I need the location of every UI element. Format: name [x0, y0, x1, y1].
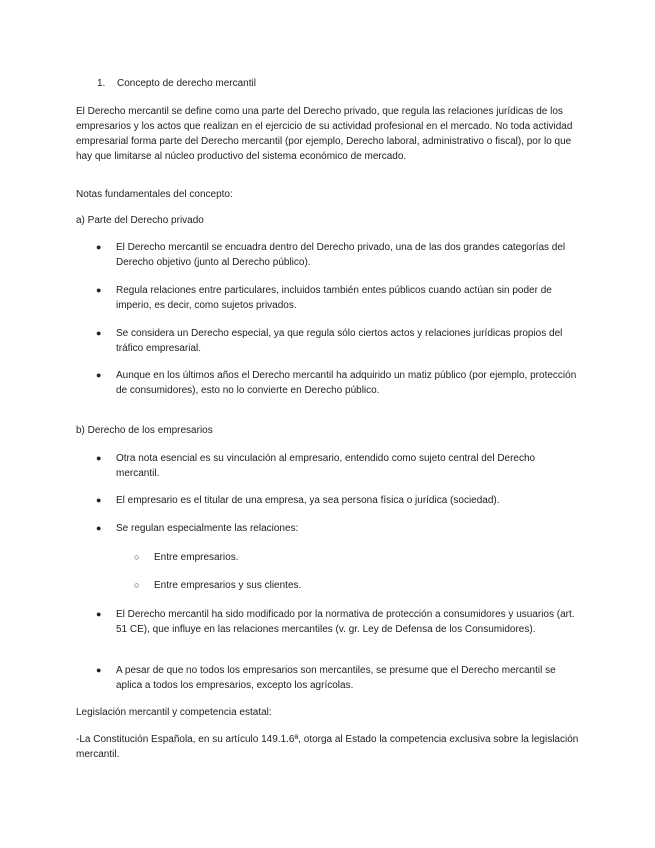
sub-list-item-text: Entre empresarios y sus clientes. — [154, 580, 302, 591]
hollow-bullet-icon: ○ — [134, 552, 140, 562]
bullet-icon: ● — [96, 609, 102, 619]
section-b-title: b) Derecho de los empresarios — [76, 425, 213, 436]
intro-paragraph: El Derecho mercantil se define como una parte del Derecho privado, que regula las relaciones jurídicas de los empresarios y los actos que realizan en el ejercicio de su actividad profesional en el mercado. No toda actividad empresarial forma parte del Derecho mercantil (por ejemplo, Derecho laboral, administrativo o fiscal), por lo que hay que limitarse al núcleo productivo del sistema económico de mercado. — [76, 106, 573, 162]
bullet-icon: ● — [96, 285, 102, 295]
bullet-icon: ● — [96, 328, 102, 338]
heading-number: 1. — [97, 78, 106, 89]
list-item-text: Se regulan especialmente las relaciones: — [116, 523, 299, 534]
list-item — [96, 326, 581, 356]
list-item — [96, 368, 581, 398]
section-heading — [97, 76, 256, 91]
legislacion-title: Legislación mercantil y competencia estatal: — [76, 707, 272, 718]
list-item — [96, 283, 581, 313]
list-item-text: Se considera un Derecho especial, ya que regula sólo ciertos actos y relaciones jurídicas propios del tráfico empresarial. — [116, 328, 563, 354]
section-a-title: a) Parte del Derecho privado — [76, 215, 204, 226]
sub-list-item-text: Entre empresarios. — [154, 552, 239, 563]
list-item — [96, 607, 581, 637]
bullet-icon: ● — [96, 242, 102, 252]
list-item — [96, 663, 581, 693]
list-item-text: Regula relaciones entre particulares, incluidos también entes públicos cuando actúan sin poder de imperio, es decir, como sujetos privados. — [116, 285, 552, 311]
list-item-text: El Derecho mercantil ha sido modificado por la normativa de protección a consumidores y usuarios (art. 51 CE), que influye en las relaciones mercantiles (v. gr. Ley de Defensa de los Consumidores). — [116, 609, 575, 635]
list-item-text: Aunque en los últimos años el Derecho mercantil ha adquirido un matiz público (por ejemplo, protección de consumidores), esto no lo convierte en Derecho público. — [116, 370, 577, 396]
bullet-icon: ● — [96, 523, 102, 533]
list-item — [96, 240, 581, 270]
bullet-icon: ● — [96, 665, 102, 675]
bullet-icon: ● — [96, 370, 102, 380]
bullet-icon: ● — [96, 495, 102, 505]
notas-label: Notas fundamentales del concepto: — [76, 189, 233, 200]
list-item — [96, 521, 581, 536]
heading-title: Concepto de derecho mercantil — [117, 78, 256, 89]
hollow-bullet-icon: ○ — [134, 580, 140, 590]
sub-list-item — [134, 550, 574, 565]
list-item — [96, 451, 581, 481]
list-item-text: El empresario es el titular de una empresa, ya sea persona física o jurídica (sociedad). — [116, 495, 500, 506]
sub-list-item — [134, 578, 574, 593]
list-item-text: A pesar de que no todos los empresarios son mercantiles, se presume que el Derecho mercantil se aplica a todos los empresarios, excepto los agrícolas. — [116, 665, 556, 691]
list-item-text: Otra nota esencial es su vinculación al empresario, entendido como sujeto central del Derecho mercantil. — [116, 453, 536, 479]
list-item — [96, 493, 581, 508]
bullet-icon: ● — [96, 453, 102, 463]
legislacion-paragraph: -La Constitución Española, en su artículo 149.1.6ª, otorga al Estado la competencia exclusiva sobre la legislación mercantil. — [76, 734, 579, 760]
list-item-text: El Derecho mercantil se encuadra dentro del Derecho privado, una de las dos grandes categorías del Derecho objetivo (junto al Derecho público). — [116, 242, 566, 268]
